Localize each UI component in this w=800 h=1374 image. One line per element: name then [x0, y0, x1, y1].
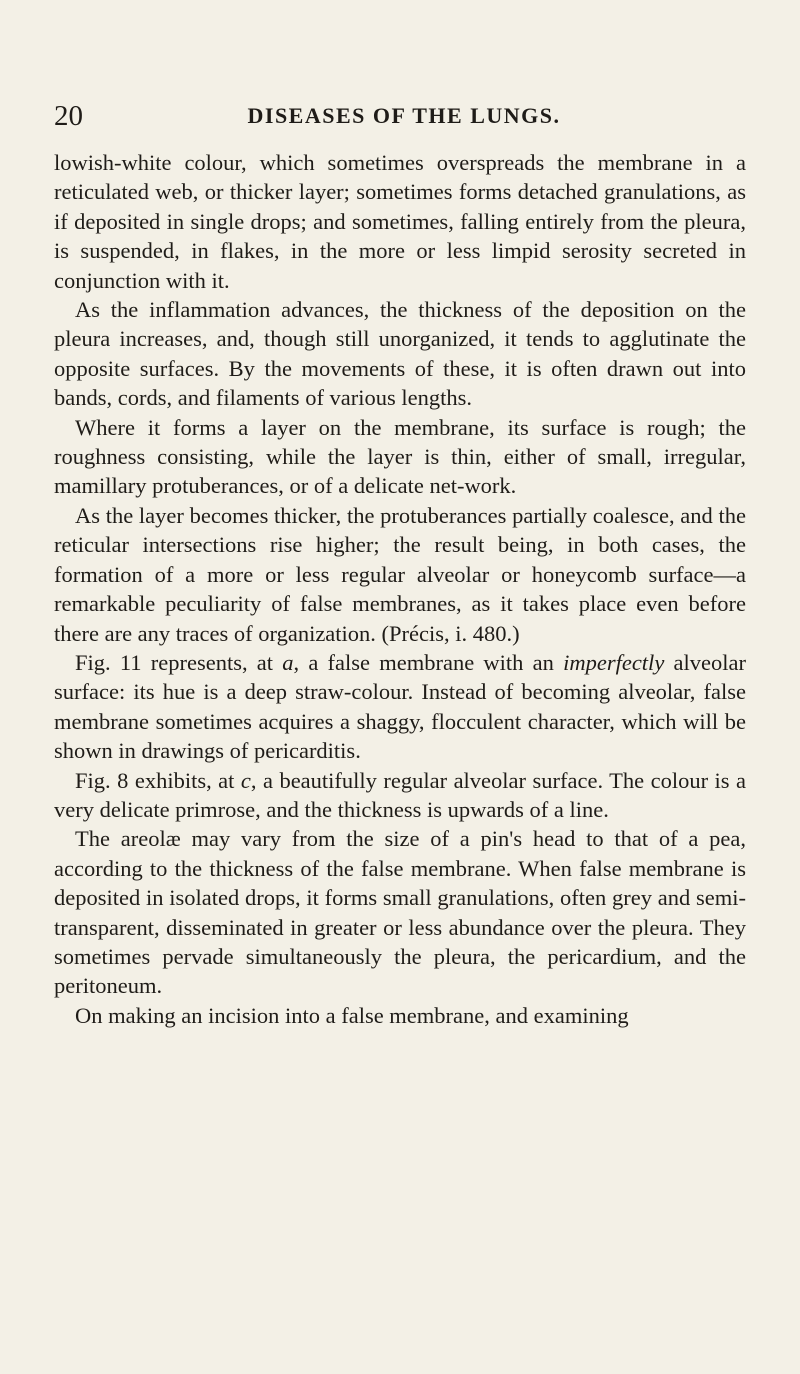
paragraph-1: lowish-white colour, which sometimes overspreads the membrane in a reticulated web, or thicker layer; sometimes forms detached granulations, as if deposited in single drops; and sometimes, falling entirely from the pleura, is suspended, in flakes, in the more or less limpid serosity secreted in conjunction with it. [54, 150, 746, 293]
paragraph-5-text-middle: , a false membrane with an [293, 649, 564, 675]
page-number: 20 [54, 100, 83, 132]
paragraph-2: As the inflammation advances, the thickness of the deposition on the pleura increases, and, though still unorganized, it tends to agglutinate the opposite surfaces. By the movements of these, it is often drawn out into bands, cords, and filaments of various lengths. [54, 297, 746, 411]
paragraph-6-text-end: , a beautifully regular alveolar surface. The colour is a very delicate primrose, and the thickness is upwards of a line. [54, 767, 747, 822]
paragraph-8: On making an incision into a false membrane, and examining [75, 1002, 629, 1028]
paragraph-4: As the layer becomes thicker, the protuberances partially coalesce, and the reticular intersections rise higher; the result being, in both cases, the formation of a more or less regular alveolar or honeycomb surface—a remarkable peculiarity of false membranes, as it takes place even before there are any traces of organization. (Précis, i. 480.) [54, 502, 746, 646]
paragraph-5-text-end: alveolar surface: its hue is a deep straw-colour. Instead of becoming alveolar, false membrane sometimes acquires a shaggy, flocculent character, which will be shown in drawings of pericarditis. [54, 649, 746, 764]
paragraph-6-text-start: Fig. 8 exhibits, at [75, 767, 241, 793]
paragraph-7: The areolæ may vary from the size of a pin's head to that of a pea, according to the thickness of the false membrane. When false membrane is deposited in isolated drops, it forms small granulations, often grey and semi-transparent, disseminated in greater or less abundance over the pleura. They sometimes pervade simultaneously the pleura, the pericardium, and the peritoneum. [54, 826, 746, 999]
running-title: DISEASES OF THE LUNGS. [247, 103, 561, 128]
emphasis-imperfectly: imperfectly [563, 649, 665, 675]
paragraph-3: Where it forms a layer on the membrane, its surface is rough; the roughness consisting, while the layer is thin, either of small, irregular, mamillary protuberances, or of a delicate net-work. [54, 414, 746, 499]
figure-letter-c: c [240, 767, 251, 793]
body-text [54, 148, 746, 1030]
paragraph-5 [54, 648, 746, 766]
figure-letter-a: a [282, 649, 294, 675]
running-head [54, 100, 754, 132]
paragraph-6 [54, 766, 746, 825]
paragraph-5-text-start: Fig. 11 represents, at [75, 649, 283, 675]
